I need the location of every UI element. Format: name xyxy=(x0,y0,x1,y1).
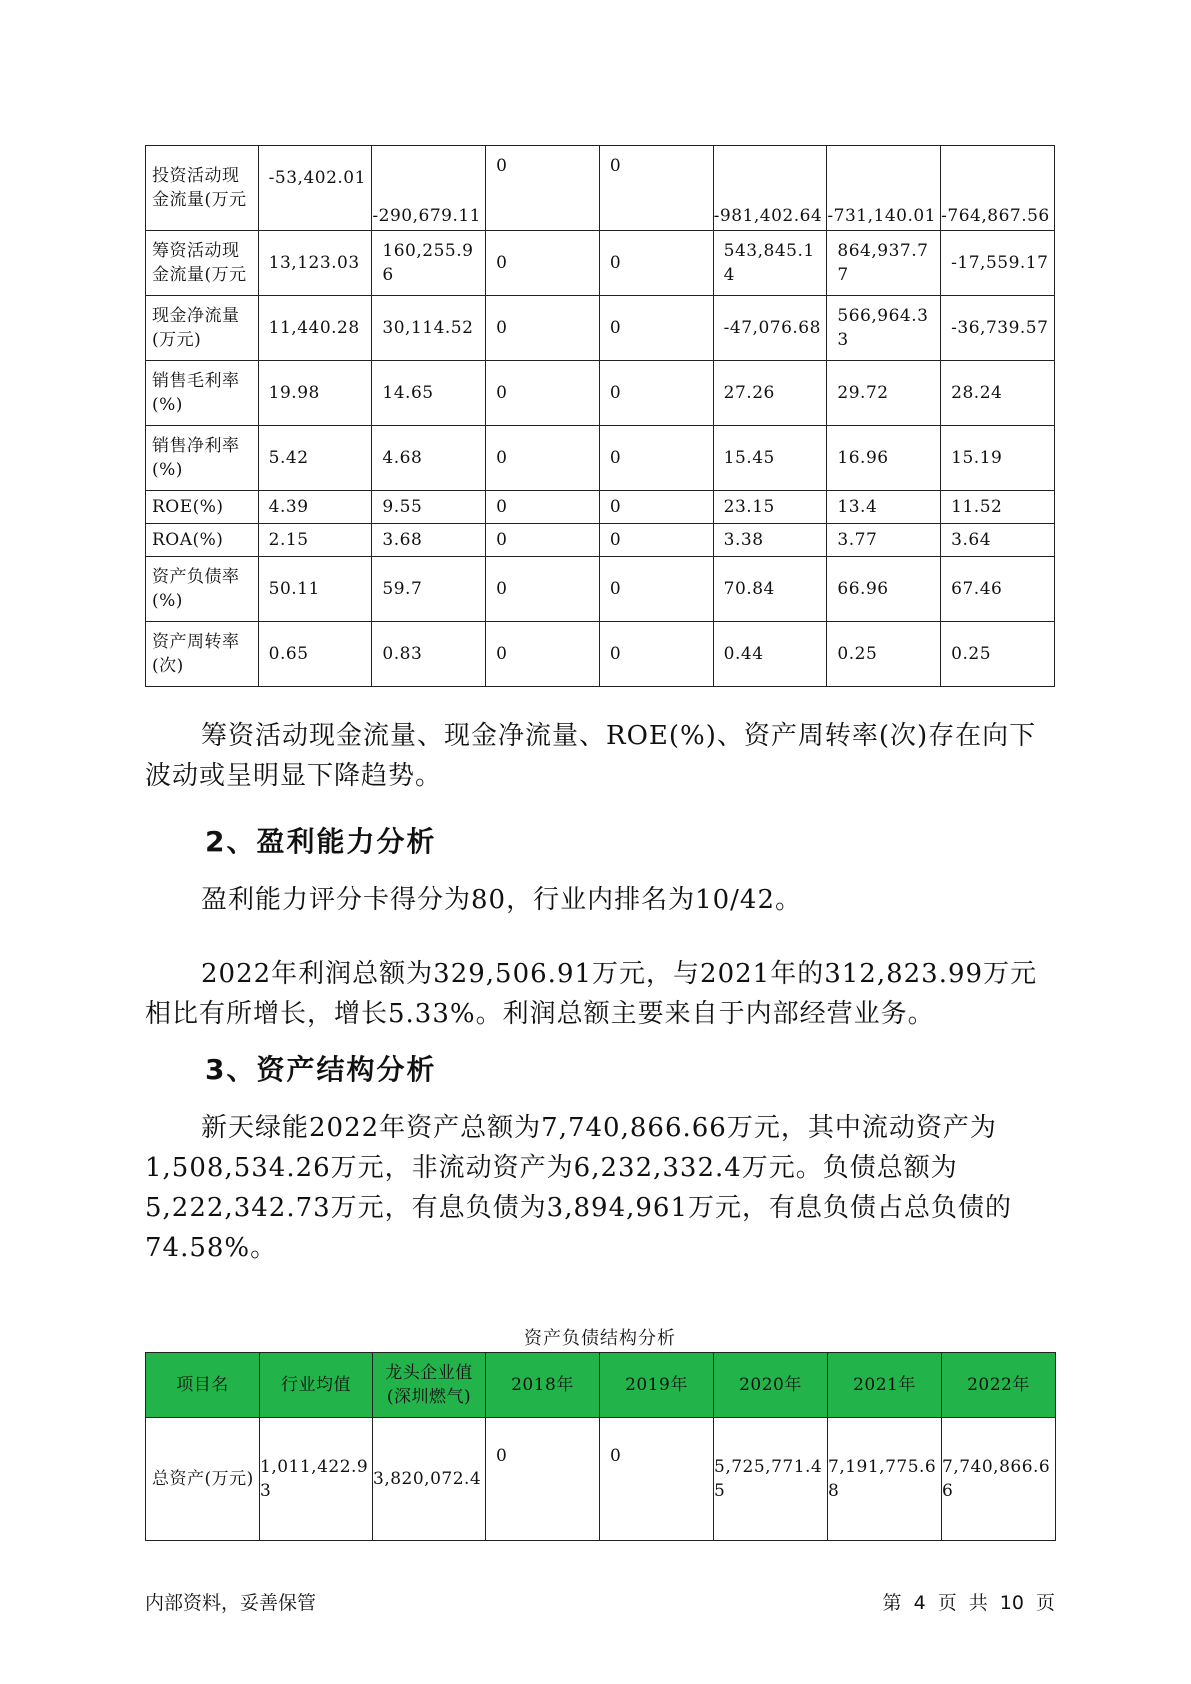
row-label: 销售毛利率(%) xyxy=(146,361,259,426)
cell: 0 xyxy=(486,1418,600,1541)
row-label: 资产负债率(%) xyxy=(146,557,259,622)
table-row xyxy=(146,524,1055,557)
column-header: 2021年 xyxy=(828,1353,942,1418)
cell: 864,937.77 xyxy=(827,231,941,296)
table-row xyxy=(146,557,1055,622)
cell: 160,255.96 xyxy=(372,231,486,296)
cell: 0 xyxy=(486,622,600,687)
cell: 15.19 xyxy=(941,426,1055,491)
cell: 543,845.14 xyxy=(713,231,827,296)
cell: 9.55 xyxy=(372,491,486,524)
cell: 19.98 xyxy=(258,361,372,426)
column-header: 项目名 xyxy=(146,1353,260,1418)
row-label: 现金净流量(万元) xyxy=(146,296,259,361)
cell: 29.72 xyxy=(827,361,941,426)
page-number: 第 4 页 共 10 页 xyxy=(882,1592,1055,1614)
cell: 0 xyxy=(599,426,713,491)
cell: 0 xyxy=(599,557,713,622)
row-label: 总资产(万元) xyxy=(146,1418,260,1541)
cell: 0.25 xyxy=(941,622,1055,687)
summary-paragraph: 筹资活动现金流量、现金净流量、ROE(%)、资产周转率(次)存在向下波动或呈明显下降趋势。 xyxy=(145,721,1037,791)
cell: 7,191,775.68 xyxy=(828,1418,942,1541)
cell: 5,725,771.45 xyxy=(714,1418,828,1541)
row-label: 资产周转率(次) xyxy=(146,622,259,687)
cell: 2.15 xyxy=(258,524,372,557)
cell: 0 xyxy=(599,622,713,687)
cell: 0 xyxy=(486,361,600,426)
column-header: 2022年 xyxy=(942,1353,1056,1418)
cell: 0 xyxy=(486,426,600,491)
cell: -36,739.57 xyxy=(941,296,1055,361)
table-header-row xyxy=(146,1353,1056,1418)
section-2-heading: 2、盈利能力分析 xyxy=(205,825,437,858)
cell: 3.77 xyxy=(827,524,941,557)
cell: 566,964.33 xyxy=(827,296,941,361)
cell: 0.83 xyxy=(372,622,486,687)
cell: 27.26 xyxy=(713,361,827,426)
cell: -764,867.56 xyxy=(941,146,1055,231)
row-label: ROE(%) xyxy=(146,491,259,524)
cell: 3.68 xyxy=(372,524,486,557)
column-header: 2019年 xyxy=(600,1353,714,1418)
table-caption: 资产负债结构分析 xyxy=(524,1328,676,1349)
cell: -47,076.68 xyxy=(713,296,827,361)
table-row xyxy=(146,146,1055,231)
cell: 3.38 xyxy=(713,524,827,557)
cell: 0.44 xyxy=(713,622,827,687)
profitability-score-paragraph: 盈利能力评分卡得分为80，行业内排名为10/42。 xyxy=(201,885,803,915)
cell: 0.25 xyxy=(827,622,941,687)
cell: 0 xyxy=(600,1418,714,1541)
cell: 0 xyxy=(486,231,600,296)
cell: 23.15 xyxy=(713,491,827,524)
profit-paragraph: 2022年利润总额为329,506.91万元，与2021年的312,823.99万元相比有所增长，增长5.33%。利润总额主要来自于内部经营业务。 xyxy=(145,959,1038,1029)
cell: -981,402.64 xyxy=(713,146,827,231)
cell: 14.65 xyxy=(372,361,486,426)
cell: 70.84 xyxy=(713,557,827,622)
row-label: 筹资活动现金流量(万元 xyxy=(146,231,259,296)
row-label: 投资活动现金流量(万元 xyxy=(146,146,259,231)
row-label: ROA(%) xyxy=(146,524,259,557)
table-row xyxy=(146,231,1055,296)
cell: 0 xyxy=(599,296,713,361)
cell: -290,679.11 xyxy=(372,146,486,231)
cell: 0 xyxy=(486,524,600,557)
cell: 13,123.03 xyxy=(258,231,372,296)
cell: 11,440.28 xyxy=(258,296,372,361)
cell: 0 xyxy=(599,361,713,426)
column-header: 行业均值 xyxy=(260,1353,373,1418)
cell: 0 xyxy=(599,231,713,296)
cell: 7,740,866.66 xyxy=(942,1418,1056,1541)
cell: 0 xyxy=(599,491,713,524)
table-row xyxy=(146,361,1055,426)
cell: 13.4 xyxy=(827,491,941,524)
table-row xyxy=(146,491,1055,524)
cell: -731,140.01 xyxy=(827,146,941,231)
section-3-heading: 3、资产结构分析 xyxy=(205,1053,437,1086)
table-row xyxy=(146,296,1055,361)
cell: 0.65 xyxy=(258,622,372,687)
cell: 0 xyxy=(599,146,713,231)
cell: 28.24 xyxy=(941,361,1055,426)
cell: 0 xyxy=(486,146,600,231)
cell: 1,011,422.93 xyxy=(260,1418,373,1541)
cell: 3.64 xyxy=(941,524,1055,557)
cell: 3,820,072.4 xyxy=(373,1418,486,1541)
column-header: 2020年 xyxy=(714,1353,828,1418)
column-header: 2018年 xyxy=(486,1353,600,1418)
cell: 11.52 xyxy=(941,491,1055,524)
asset-structure-paragraph: 新天绿能2022年资产总额为7,740,866.66万元，其中流动资产为1,508,534.26万元，非流动资产为6,232,332.4万元。负债总额为5,222,342.73万元，有息负债为3,894,961万元，有息负债占总负债的74.58%。 xyxy=(145,1113,1012,1263)
cell: 15.45 xyxy=(713,426,827,491)
cell: 0 xyxy=(486,557,600,622)
cell: -17,559.17 xyxy=(941,231,1055,296)
cell: 50.11 xyxy=(258,557,372,622)
row-label: 销售净利率(%) xyxy=(146,426,259,491)
cell: 67.46 xyxy=(941,557,1055,622)
confidential-note: 内部资料，妥善保管 xyxy=(145,1592,317,1614)
metrics-table xyxy=(145,145,1055,687)
table-row xyxy=(146,622,1055,687)
cell: 4.39 xyxy=(258,491,372,524)
cell: 4.68 xyxy=(372,426,486,491)
cell: 0 xyxy=(486,491,600,524)
cell: -53,402.01 xyxy=(258,146,372,231)
cell: 66.96 xyxy=(827,557,941,622)
cell: 30,114.52 xyxy=(372,296,486,361)
cell: 0 xyxy=(486,296,600,361)
cell: 16.96 xyxy=(827,426,941,491)
cell: 0 xyxy=(599,524,713,557)
column-header: 龙头企业值(深圳燃气) xyxy=(373,1353,486,1418)
cell: 59.7 xyxy=(372,557,486,622)
cell: 5.42 xyxy=(258,426,372,491)
asset-structure-table xyxy=(145,1352,1056,1541)
table-row xyxy=(146,426,1055,491)
table-row xyxy=(146,1418,1056,1541)
